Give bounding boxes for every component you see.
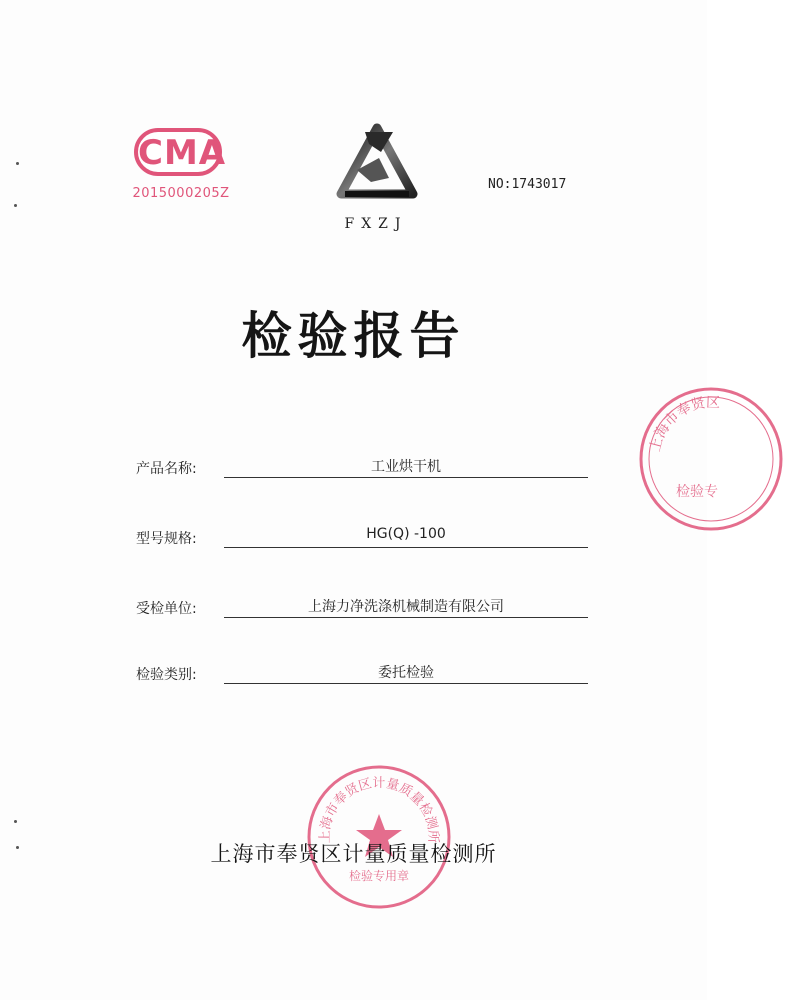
logo-abbreviation: FXZJ	[344, 216, 408, 232]
field-inspection-type	[136, 658, 596, 688]
seal-center-text: 检验专用章	[349, 869, 410, 883]
cma-letters: CMA	[138, 133, 227, 173]
cma-certification-mark	[124, 122, 234, 214]
field-underline	[224, 547, 588, 548]
field-model-spec	[136, 522, 596, 552]
field-value: 上海力净洗涤机械制造有限公司	[308, 599, 504, 615]
issuing-organization: 上海市奉贤区计量质量检测所	[210, 842, 497, 866]
cma-certificate-code: 2015000205Z	[132, 186, 230, 201]
cma-frame	[134, 128, 227, 176]
field-underline	[224, 683, 588, 684]
field-value: 工业烘干机	[371, 459, 441, 475]
field-label: 检验类别:	[136, 667, 197, 683]
field-value: 委托检验	[378, 665, 434, 681]
seal-ring-text: 上海市奉贤区计量质量检测所	[317, 775, 441, 844]
institute-logo-icon	[335, 122, 419, 200]
scan-speck	[14, 820, 17, 823]
svg-text:上海市奉贤区	[647, 394, 720, 454]
scan-speck	[14, 204, 17, 207]
seal-ring-text: 上海市奉贤区	[647, 394, 721, 454]
inspection-seal-right-icon	[636, 384, 786, 534]
field-label: 受检单位:	[136, 601, 197, 617]
page-title: 检验报告	[241, 307, 466, 365]
field-product-name	[136, 452, 596, 482]
field-inspected-unit	[136, 592, 596, 622]
inspection-seal-icon	[304, 762, 454, 912]
report-number: NO:1743017	[488, 177, 567, 192]
field-label: 产品名称:	[136, 461, 197, 477]
field-underline	[224, 477, 588, 478]
scan-speck	[16, 162, 19, 165]
field-underline	[224, 617, 588, 618]
field-label: 型号规格:	[136, 531, 197, 547]
field-value: HG(Q) -100	[366, 526, 446, 542]
seal-center-text: 检验专	[676, 484, 718, 500]
